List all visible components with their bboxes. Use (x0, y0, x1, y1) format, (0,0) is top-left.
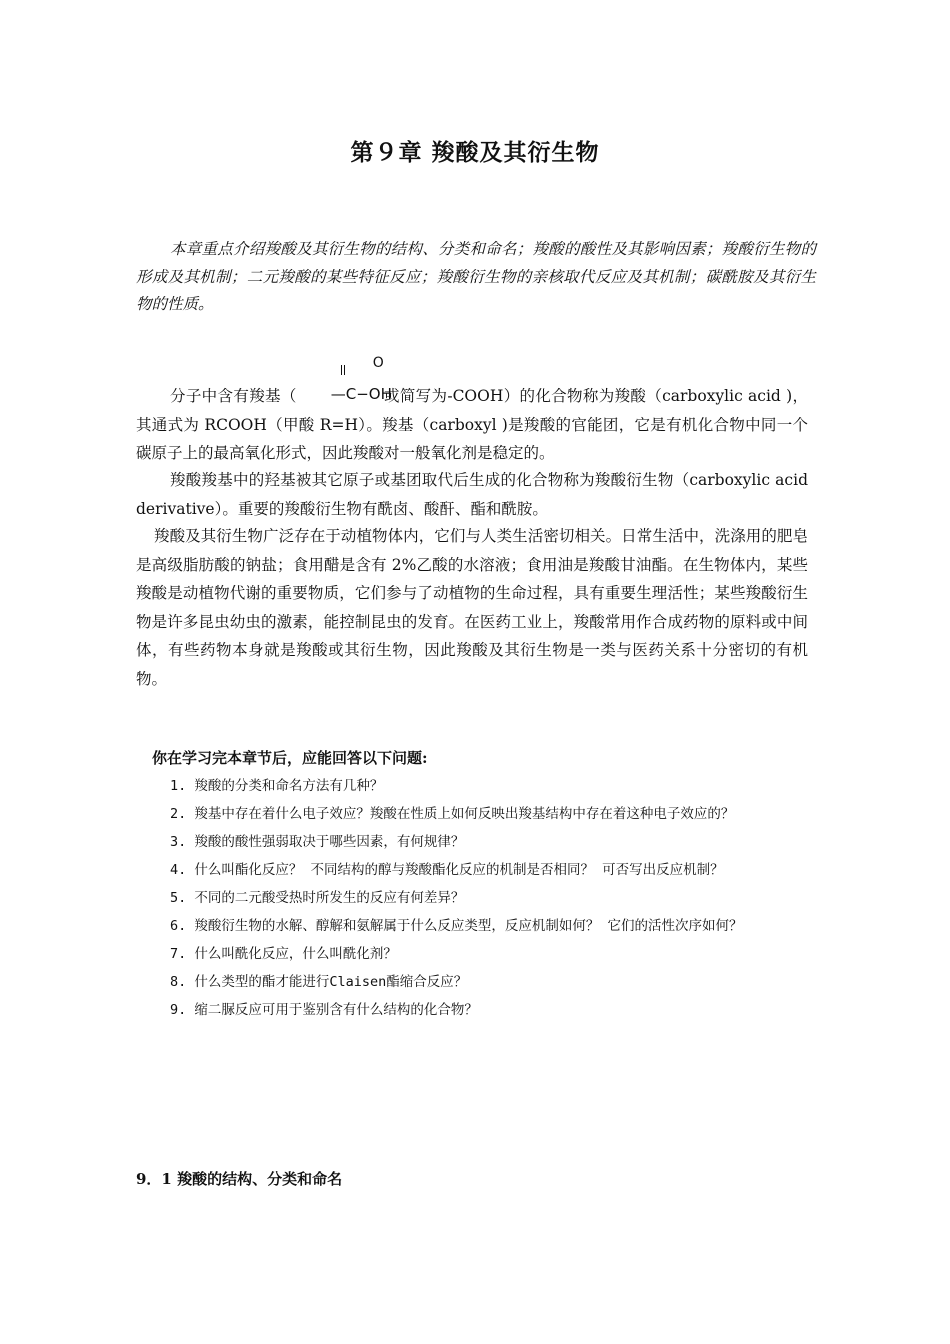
question-item: 4. 什么叫酯化反应？ 不同结构的醇与羧酸酯化反应的机制是否相同？ 可否写出反应机制？ (170, 862, 724, 878)
question-item: 3. 羧酸的酸性强弱取决于哪些因素，有何规律？ (170, 834, 465, 850)
chapter-title: 第９章 羧酸及其衍生物 (350, 139, 600, 166)
question-item: 5. 不同的二元酸受热时所发生的反应有何差异？ (170, 890, 465, 906)
question-item: 9. 缩二脲反应可用于鉴别含有什么结构的化合物？ (170, 1002, 478, 1018)
chapter-intro: 本章重点介绍羧酸及其衍生物的结构、分类和命名；羧酸的酸性及其影响因素；羧酸衍生物的形成及其机制；二元羧酸的某些特征反应；羧酸衍生物的亲核取代反应及其机制；碳酰胺及其衍生物的性质。 (136, 240, 816, 313)
paragraph-occurrence: 羧酸及其衍生物广泛存在于动植物体内，它们与人类生活密切相关。日常生活中，洗涤用的肥皂是高级脂肪酸的钠盐；食用醋是含有 2%乙酸的水溶液；食用油是羧酸甘油酯。在生物体内，某些羧酸是动植物代谢的重要物质，它们参与了动植物的生命过程，具有重要生理活性；某些羧酸衍生物是许多昆虫幼虫的激素，能控制昆虫的发育。在医药工业上，羧酸常用作合成药物的原料或中间体，有些药物本身就是羧酸或其衍生物，因此羧酸及其衍生物是一类与医药关系十分密切的有机物。 (136, 527, 808, 688)
section-heading: 9．1 羧酸的结构、分类和命名 (136, 1170, 343, 1188)
question-item: 7. 什么叫酰化反应，什么叫酰化剂？ (170, 946, 397, 962)
carbonyl-oxygen-label: O (372, 355, 384, 371)
questions-list (136, 772, 806, 1024)
definition-text-before: 分子中含有羧基（ (170, 387, 297, 405)
carboxyl-group-structure (297, 355, 392, 403)
double-bond-mark (341, 365, 345, 375)
question-item: 1. 羧酸的分类和命名方法有几种？ (170, 778, 384, 794)
question-item: 6. 羧酸衍生物的水解、醇解和氨解属于什么反应类型，反应机制如何？ 它们的活性次序如何？ (170, 918, 743, 934)
questions-heading: 你在学习完本章节后，应能回答以下问题: (152, 749, 428, 767)
carboxyl-chain-label: —C−OH (330, 385, 392, 403)
question-item: 8. 什么类型的酯才能进行Claisen酯缩合反应？ (170, 974, 468, 990)
question-item: 2. 羧基中存在着什么电子效应？羧酸在性质上如何反映出羧基结构中存在着这种电子效应的？ (170, 806, 735, 822)
definition-text-after: 或简写为-COOH）的化合物称为羧酸（carboxylic acid )，其通式为 RCOOH（甲酸 R=H）。羧基（carboxyl )是羧酸的官能团，它是有机化合物中同一个碳原子上的最高氧化形式，因此羧酸对一般氧化剂是稳定的。 (136, 387, 808, 462)
paragraph-carboxylic-acid-definition (136, 355, 808, 468)
paragraph-derivatives-definition: 羧酸羧基中的羟基被其它原子或基团取代后生成的化合物称为羧酸衍生物（carboxylic acid derivative）。重要的羧酸衍生物有酰卤、酸酐、酯和酰胺。 (136, 471, 808, 518)
